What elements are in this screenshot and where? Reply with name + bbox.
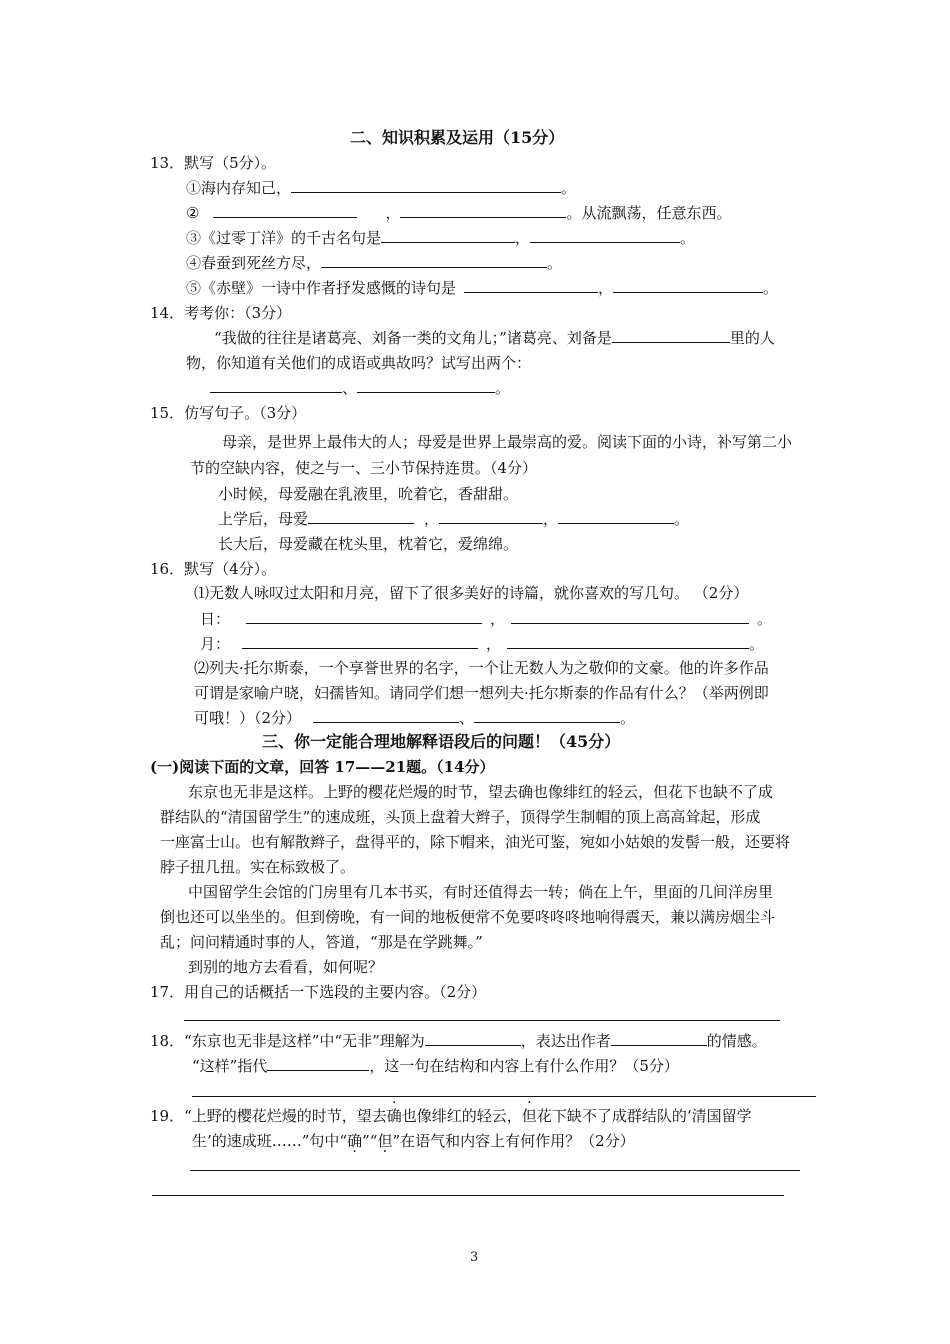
q18-line-1: [150, 1031, 767, 1051]
punct: 、: [342, 379, 358, 397]
q13-item-3: [186, 228, 695, 248]
answer-blank[interactable]: [558, 509, 674, 524]
punct: 。: [547, 254, 563, 272]
answer-line[interactable]: [190, 1170, 800, 1171]
section-2-title: 二、知识积累及运用（15分）: [350, 128, 565, 147]
q16-sun-line: [200, 609, 772, 629]
q15-paragraph-2: 节的空缺内容，使之与一、三小节保持连贯。（4分）: [190, 459, 538, 477]
q18-text-c: 的情感。: [706, 1032, 767, 1050]
passage-line: 脖子扭几扭。实在标致极了。: [160, 858, 356, 876]
punct: ，: [385, 204, 401, 222]
passage-line: 群结队的“清国留学生”的速成班，头顶上盘着大辫子，顶得学生制帽的顶上高高耸起，形成: [160, 808, 761, 826]
answer-blank[interactable]: [425, 1031, 521, 1046]
answer-blank[interactable]: [291, 178, 561, 193]
q16-part-2-line-1: ⑵列夫·托尔斯泰，一个享誉世界的名字，一个让无数人为之敬仰的文豪。他的许多作品: [194, 659, 769, 677]
section-3-title: 三、你一定能合理地解释语段后的问题！（45分）: [262, 732, 621, 751]
q16-moon-line: [200, 634, 764, 654]
q13-item-4: [186, 253, 562, 273]
answer-blank[interactable]: [210, 378, 342, 393]
punct: 。: [680, 229, 696, 247]
moon-label: 月：: [200, 635, 231, 653]
q16-stem: 16．默写（4分）。: [150, 560, 277, 578]
punct: ，: [543, 510, 559, 528]
answer-blank[interactable]: [381, 228, 515, 243]
q13-item-5-text: ⑤《赤壁》一诗中作者抒发感慨的诗句是: [186, 279, 457, 297]
q19-line-2: [192, 1131, 635, 1151]
q16-part-1: ⑴无数人咏叹过太阳和月亮，留下了很多美好的诗篇，就你喜欢的写几句。 （2分）: [194, 584, 749, 602]
answer-blank[interactable]: [464, 278, 598, 293]
answer-blank[interactable]: [507, 634, 749, 649]
q14-line-1-text: “我做的往往是诸葛亮、刘备一类的文角儿；”诸葛亮、刘备是: [214, 329, 612, 347]
emphasis-char: 但: [521, 1107, 537, 1125]
q14-stem: 14．考考你：（3分）: [150, 304, 292, 322]
punct: 。: [757, 610, 773, 628]
passage-line: 中国留学生会馆的门房里有几本书买，有时还值得去一转；倘在上午，里面的几间洋房里: [188, 883, 774, 901]
punct: ，: [486, 635, 502, 653]
q13-item-1: [186, 178, 576, 198]
q19-text-b: 也像绯红的轻云，: [401, 1107, 522, 1125]
q13-stem: 13．默写（5分）。: [150, 154, 277, 172]
poem-line-2: [218, 509, 689, 529]
reading-heading: (一)阅读下面的文章，回答 17——21题。（14分）: [150, 758, 495, 776]
q19-text-d: 生’的速成班……”句中“: [192, 1132, 348, 1150]
passage-line: 倒也还可以坐坐的。但到傍晚，有一间的地板便常不免要咚咚咚地响得震天，兼以满房烟尘斗: [160, 908, 776, 926]
q18-text-e: ，这一句在结构和内容上有什么作用？（5分）: [369, 1057, 679, 1075]
q14-line-1-end: 里的人: [729, 329, 775, 347]
q13-item-2-text: 。从流飘荡，任意东西。: [566, 204, 732, 222]
q16-part-2-line-2: 可谓是家喻户晓，妇孺皆知。请同学们想一想列夫·托尔斯泰的作品有什么？（举两例即: [194, 684, 769, 702]
answer-blank[interactable]: [267, 1056, 369, 1071]
passage-line: 乱；问问精通时事的人，答道，“那是在学跳舞。”: [160, 933, 483, 951]
q18-line-2: [192, 1056, 679, 1076]
answer-blank[interactable]: [242, 634, 478, 649]
q16-part-2-text: 可哦！）（2分）: [194, 709, 302, 727]
q14-line-2: 物，你知道有关他们的成语或典故吗？试写出两个：: [186, 354, 532, 372]
passage-line: 一座富士山。也有解散辫子，盘得平的，除下帽来，油光可鉴，宛如小姑娘的发髻一般，还要将: [160, 833, 791, 851]
q18-text-a: 18．“东京也无非是这样”中“无非”理解为: [150, 1032, 425, 1050]
answer-blank[interactable]: [308, 509, 414, 524]
punct: ，: [424, 510, 440, 528]
passage-line: 东京也无非是这样。上野的樱花烂熳的时节，望去确也像绯红的轻云，但花下也缺不了成: [188, 783, 774, 801]
emphasis-char: 确: [347, 1132, 363, 1150]
q19-text-f: ”在语气和内容上有何作用？（2分）: [392, 1132, 635, 1150]
q19-text-e: ”“: [362, 1132, 378, 1150]
answer-line[interactable]: [184, 1020, 780, 1021]
emphasis-char: 但: [377, 1132, 393, 1150]
answer-blank[interactable]: [612, 328, 730, 343]
poem-line-2-text: 上学后，母爱: [218, 510, 309, 528]
q13-item-5: [186, 278, 778, 298]
q14-line-3: [210, 378, 510, 398]
answer-blank[interactable]: [357, 378, 495, 393]
punct: 。: [561, 179, 577, 197]
answer-blank[interactable]: [611, 1031, 707, 1046]
q13-item-2: [186, 203, 731, 223]
q18-text-d: “这样”指代: [192, 1057, 268, 1075]
emphasis-char: 确: [386, 1107, 402, 1125]
answer-blank[interactable]: [213, 203, 357, 218]
punct: ，: [598, 279, 614, 297]
q19-line-1: [150, 1106, 752, 1126]
q18-text-b: ，表达出作者: [520, 1032, 611, 1050]
punct: 。: [749, 635, 765, 653]
q13-item-2-num: ②: [186, 204, 200, 222]
poem-line-3: 长大后，母爱藏在枕头里，枕着它，爱绵绵。: [218, 535, 519, 553]
answer-blank[interactable]: [474, 708, 620, 723]
answer-line[interactable]: [192, 1096, 816, 1097]
q15-stem: 15．仿写句子。（3分）: [150, 404, 307, 422]
punct: 。: [674, 510, 690, 528]
answer-blank[interactable]: [439, 509, 543, 524]
q14-line-1: [214, 328, 775, 348]
punct: 。: [495, 379, 511, 397]
passage-line: 到别的地方去看看，如何呢？: [188, 958, 384, 976]
q19-text-a: 19．“上野的樱花烂熳的时节，望去: [150, 1107, 387, 1125]
q13-item-4-text: ④春蚕到死丝方尽，: [186, 254, 322, 272]
answer-blank[interactable]: [613, 278, 763, 293]
q16-part-2-line-3: [194, 708, 635, 728]
answer-blank[interactable]: [313, 708, 459, 723]
answer-line[interactable]: [152, 1195, 784, 1196]
page-number: 3: [470, 1250, 479, 1265]
answer-blank[interactable]: [400, 203, 566, 218]
punct: ，: [515, 229, 531, 247]
q19-text-c: 花下缺不了成群结队的‘清国留学: [536, 1107, 752, 1125]
q15-paragraph-1: 母亲，是世界上最伟大的人；母爱是世界上最崇高的爱。阅读下面的小诗，补写第二小: [222, 433, 793, 451]
punct: 。: [620, 709, 636, 727]
punct: ，: [490, 610, 506, 628]
answer-blank[interactable]: [321, 253, 547, 268]
punct: 、: [459, 709, 475, 727]
q17-stem: 17．用自己的话概括一下选段的主要内容。（2分）: [150, 983, 487, 1001]
sun-label: 日：: [200, 610, 231, 628]
answer-blank[interactable]: [511, 609, 749, 624]
q13-item-1-text: ①海内存知己，: [186, 179, 292, 197]
poem-line-1: 小时候，母爱融在乳液里，吮着它，香甜甜。: [218, 485, 519, 503]
q13-item-3-text: ③《过零丁洋》的千古名句是: [186, 229, 382, 247]
punct: 。: [763, 279, 779, 297]
answer-blank[interactable]: [246, 609, 482, 624]
answer-blank[interactable]: [530, 228, 680, 243]
